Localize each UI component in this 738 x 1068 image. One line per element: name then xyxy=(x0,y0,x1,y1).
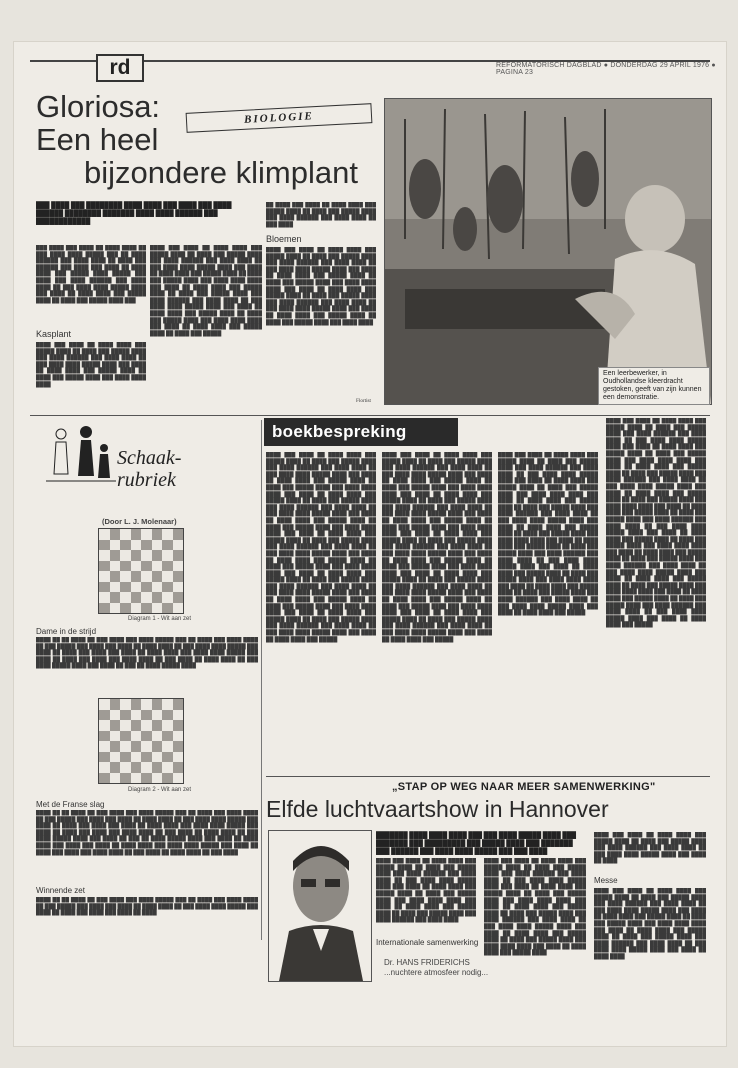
airshow-column-1: ████ ███ ████ ██ ████ ████ ███ █████ ████ ██ ████ ███ █████ ████ ███ ████ ██████ ███ ████ ████ ██ ███ ████ ████ █████ ████ ███ ████ ██ ████ ████ ███ █████ ████ ██ ████ ███ █████ ████ ███ ████ ████ ████ ███ ████ ██ ████ ████ ███ █████ ████ ██ ████ ███ █████ ████ ███ ████ ██████ ███ ████ ████ xyxy=(376,858,476,924)
board-square xyxy=(152,571,163,582)
subhead-bloemen: Bloemen xyxy=(266,234,302,244)
airshow-top-rule xyxy=(266,776,710,777)
board-square xyxy=(120,741,131,752)
chess-text-1: ████ ██ ██ ████ ██ ███ ████ ███ ████ █████ ███ ██ ████ ███ ████ ████ ██ ███ █████ ███ ████ ███ ████ ██ ████ ████ ██ ███ ████ ████ █████ ███ ████ ██ ████ ███ ████ ███ ████ ██ ████ ████ ███ ████ ████ █████ ███ ████ ██ ████ ███ ████ ███ ████ ████ ██ ███ ████ ██ ████ ████ ██ ███ ████ █████ ████ ███ ████ ██ ███ ██ ████ █████ ████ xyxy=(36,637,258,670)
board-square xyxy=(152,752,163,763)
board-square xyxy=(131,561,142,572)
board-square xyxy=(110,592,121,603)
board-square xyxy=(99,561,110,572)
photo-caption: Een leerbewerker, in Oudhollandse kleerdracht gestoken, geeft van zijn kunnen een demonstratie. xyxy=(598,367,710,405)
board-square xyxy=(120,550,131,561)
board-square xyxy=(141,550,152,561)
rd-logo: rd xyxy=(96,54,144,82)
board-square xyxy=(110,741,121,752)
subhead-winnende-zet: Winnende zet xyxy=(36,886,85,895)
portrait-illustration xyxy=(269,831,371,981)
board-square xyxy=(162,529,173,540)
board-square xyxy=(120,529,131,540)
plant-column-3: ████ ███ ████ ██ ████ ████ ███ █████ ████ ██ ████ ███ █████ ████ ███ ████ ██████ ███ ████ ████ ██ ███ ████ ████ █████ ████ ███ ████ ██ ████ ████ ███ █████ ████ ██ ████ ███ █████ ████ ███ ████ ████ ████ ███ ████ ██ ████ ████ ███ █████ ████ ██ ████ ███ █████ ████ ███ ████ ██████ ███ ████ ████ ██ ███ ████ ████ █████ ████ ███ ████ ██ ████ ████ ███ █████ ████ ██ ████ ███ █████ ████ ███ ████ ████ xyxy=(266,247,376,326)
board-square xyxy=(110,603,121,614)
airshow-column-2: ████ ███ ████ ██ ████ ████ ███ █████ ████ ██ ████ ███ █████ ████ ███ ████ ██████ ███ ████ ████ ██ ███ ████ ████ █████ ████ ███ ████ ██ ████ ████ ███ █████ ████ ██ ████ ███ █████ ████ ███ ████ ████ ████ ███ ████ ██ ████ ████ ███ █████ ████ ██ ████ ███ █████ ████ ███ ████ ██████ ███ ████ ████ ██ ███ ████ ████ █████ ████ ███ ████ ██ ████ ████ ███ █████ ████ ██ ████ ███ █████ ████ ███ ████ ████ ████ ███ ████ ██ ████ ████ ███ █████ ████ xyxy=(484,858,586,957)
board-square xyxy=(110,529,121,540)
board-square xyxy=(162,603,173,614)
board-square xyxy=(162,582,173,593)
board-square xyxy=(141,773,152,784)
chess-title: Schaak- rubriek xyxy=(117,447,182,491)
board-square xyxy=(120,603,131,614)
board-square xyxy=(173,720,184,731)
board-square xyxy=(99,752,110,763)
chess-pieces-icon xyxy=(46,424,116,484)
board-square xyxy=(162,752,173,763)
board-square xyxy=(141,582,152,593)
airshow-column-3: ████ ███ ████ ██ ████ ████ ███ █████ ████ ██ ████ ███ █████ ████ ███ ████ ██████ ███ ████ ████ ██ ███ ████ ████ █████ ████ ███ ████ ██ ████ xyxy=(594,832,706,865)
board-square xyxy=(99,540,110,551)
board-square xyxy=(162,699,173,710)
board-square xyxy=(152,773,163,784)
board-square xyxy=(152,561,163,572)
board-square xyxy=(152,710,163,721)
board-square xyxy=(141,592,152,603)
board-square xyxy=(120,592,131,603)
plant-signature: Flortist xyxy=(356,398,371,404)
subhead-kasplant: Kasplant xyxy=(36,329,72,339)
board-square xyxy=(99,773,110,784)
board-square xyxy=(120,710,131,721)
board-square xyxy=(141,710,152,721)
board-square xyxy=(120,762,131,773)
quote-author: Dr. HANS FRIDERICHS xyxy=(384,958,470,967)
board-square xyxy=(99,603,110,614)
board-square xyxy=(120,571,131,582)
board-square xyxy=(120,731,131,742)
subhead-met-de-franse-slag: Met de Franse slag xyxy=(36,800,105,809)
headline-line-3: bijzondere klimplant xyxy=(84,155,358,190)
board-square xyxy=(162,592,173,603)
board-square xyxy=(131,540,142,551)
board-square xyxy=(131,773,142,784)
board-square xyxy=(152,720,163,731)
board-square xyxy=(99,550,110,561)
headline-line-2: Een heel xyxy=(36,122,159,157)
board-square xyxy=(141,603,152,614)
board-square xyxy=(99,710,110,721)
board-square xyxy=(110,752,121,763)
board-square xyxy=(110,561,121,572)
board-square xyxy=(162,561,173,572)
plant-column-2: ████ ███ ████ ██ ████ ████ ███ █████ ████ ██ ████ ███ █████ ████ ███ ████ ██████ ███ ████ ████ ██ ███ ████ ████ █████ ████ ███ ████ ██ ████ ████ ███ █████ ████ ██ ████ ███ █████ ████ ███ ████ ████ ████ ███ ████ ██ ████ ████ ███ █████ ████ ██ ████ ███ █████ ████ ███ ████ ██████ ███ ████ ████ ██ ███ ████ ████ █████ ████ ███ ████ ██ ████ ████ ███ █████ ████ ██ ████ ███ █████ ████ ███ ████ ████ ████ ███ ████ ██ ████ ████ ███ █████ ████ ██ ████ ███ █████ xyxy=(150,245,262,337)
chess-text-3: ████ ██ ██ ████ ██ ███ ████ ███ ████ █████ ███ ██ ████ ███ ████ ████ ██ ███ █████ ███ ████ ███ ████ ██ ████ ████ ██ ███ ████ ████ █████ ███ ████ ██ ████ ███ ████ ███ ████ ██ ████ xyxy=(36,897,258,917)
chess-author: (Door L. J. Molenaar) xyxy=(102,517,177,526)
airshow-headline: Elfde luchtvaartshow in Hannover xyxy=(266,796,609,822)
diagram-1-caption: Diagram 1 - Wit aan zet xyxy=(128,616,192,622)
board-square xyxy=(173,540,184,551)
board-square xyxy=(110,731,121,742)
board-square xyxy=(120,561,131,572)
board-square xyxy=(141,561,152,572)
column-rule xyxy=(261,420,262,940)
board-square xyxy=(173,529,184,540)
board-square xyxy=(152,592,163,603)
chess-pieces-illustration xyxy=(46,424,116,484)
board-square xyxy=(131,762,142,773)
plant-lead-text: ███ ████ ███ ████████ ████ ████ ███ ████ ███ ████ ██████ ████████ ███████ ████ ████ ██████ ███ ████████████ xyxy=(36,202,232,225)
board-square xyxy=(120,699,131,710)
board-square xyxy=(131,720,142,731)
board-square xyxy=(173,699,184,710)
board-square xyxy=(131,699,142,710)
board-square xyxy=(99,699,110,710)
board-square xyxy=(120,582,131,593)
board-square xyxy=(173,710,184,721)
board-square xyxy=(173,762,184,773)
subhead-dame-in-de-strijd: Dame in de strijd xyxy=(36,627,97,636)
headline-line-1: Gloriosa: xyxy=(36,89,161,124)
board-square xyxy=(131,603,142,614)
board-square xyxy=(152,550,163,561)
leather-workshop-photo xyxy=(384,98,712,405)
board-square xyxy=(173,550,184,561)
biologie-badge: BIOLOGIE xyxy=(186,103,373,133)
board-square xyxy=(152,731,163,742)
board-square xyxy=(173,571,184,582)
board-square xyxy=(120,720,131,731)
books-column-1: ████ ███ ████ ██ ████ ████ ███ █████ ████ ██ ████ ███ █████ ████ ███ ████ ██████ ███ ████ ████ ██ ███ ████ ████ █████ ████ ███ ████ ██ ████ ████ ███ █████ ████ ██ ████ ███ █████ ████ ███ ████ ████ ████ ███ ████ ██ ████ ████ ███ █████ ████ ██ ████ ███ █████ ████ ███ ████ ██████ ███ ████ ████ ██ ███ ████ ████ █████ ████ ███ ████ ██ ████ ████ ███ █████ ████ ██ ████ ███ █████ ████ ███ ████ ████ ████ ███ ████ ██ ████ ████ ███ █████ ████ ██ ████ ███ █████ ████ ███ ████ ██████ ███ ████ ████ ██ ███ ████ ████ █████ ████ ███ ████ ██ ████ ████ ███ █████ ████ ██ ████ ███ █████ ████ ███ ████ ████ ████ ███ ████ ██ ████ ████ ███ █████ ████ ██ ████ ███ █████ ████ ███ ████ ██████ ███ ████ ████ ██ ███ ████ ████ █████ ████ ███ ████ ██ ████ ████ ███ █████ ████ ██ ████ ███ █████ ████ ███ ████ ████ ████ ███ ████ ██ ████ ████ ███ █████ ████ ██ ████ ███ █████ ████ ███ ████ ██████ ███ ████ ████ ██ ███ ████ ████ █████ ████ ███ ████ ██ ████ ████ ███ █████ xyxy=(266,452,376,643)
board-square xyxy=(131,550,142,561)
board-square xyxy=(152,582,163,593)
board-square xyxy=(110,699,121,710)
friderichs-portrait xyxy=(268,830,372,982)
chess-diagram-2 xyxy=(98,698,184,784)
airshow-column-4: ████ ███ ████ ██ ████ ████ ███ █████ ████ ██ ████ ███ █████ ████ ███ ████ ██████ ███ ████ ████ ██ ███ ████ ████ █████ ████ ███ ████ ██ ████ ████ ███ █████ ████ ██ ████ ███ █████ ████ ███ ████ ████ ████ ███ ████ ██ ████ ████ ███ █████ ████ ██ ████ ███ █████ ████ ███ ████ ██████ ███ ████ ████ ██ ███ ████ ████ █████ ████ ███ ████ ██ ████ ████ xyxy=(594,888,706,960)
board-square xyxy=(110,710,121,721)
board-square xyxy=(120,752,131,763)
section-divider xyxy=(30,415,710,416)
board-square xyxy=(141,540,152,551)
board-square xyxy=(131,571,142,582)
board-square xyxy=(162,720,173,731)
board-square xyxy=(110,720,121,731)
board-square xyxy=(162,731,173,742)
board-square xyxy=(110,582,121,593)
board-square xyxy=(173,603,184,614)
board-square xyxy=(141,731,152,742)
board-square xyxy=(110,773,121,784)
board-square xyxy=(131,741,142,752)
board-square xyxy=(162,540,173,551)
board-square xyxy=(131,582,142,593)
board-square xyxy=(173,592,184,603)
board-square xyxy=(141,571,152,582)
board-square xyxy=(162,571,173,582)
books-column-4: ████ ███ ████ ██ ████ ████ ███ █████ ████ ██ ████ ███ █████ ████ ███ ████ ██████ ███ ████ ████ ██ ███ ████ ████ █████ ████ ███ ████ ██ ████ ████ ███ █████ ████ ██ ████ ███ █████ ████ ███ ████ ████ ████ ███ ████ ██ ████ ████ ███ █████ ████ ██ ████ ███ █████ ████ ███ ████ ██████ ███ ████ ████ ██ ███ ████ ████ █████ ████ ███ ████ ██ ████ ████ ███ █████ ████ ██ ████ ███ █████ ████ ███ ████ ████ ████ ███ ████ ██ ████ ████ ███ █████ ████ ██ ████ ███ █████ ████ ███ ████ ██████ ███ ████ ████ ██ ███ ████ ████ █████ ████ ███ ████ ██ ████ ████ ███ █████ ████ ██ ████ ███ █████ ████ ███ ████ ████ ████ ███ ████ ██ ████ ████ ███ █████ ████ ██ ████ ███ █████ ████ ███ ████ ██████ ███ ████ ████ ██ ███ ████ ████ █████ ████ ███ ████ ██ ████ ████ ███ █████ ████ ██ ████ ███ █████ ████ ███ ████ ████ ████ ███ ████ ██ ████ ████ ███ █████ ████ ██ ████ ███ █████ ████ ███ ████ ██████ ███ ████ ████ ██ ███ ████ ████ █████ ████ ███ ████ ██ ████ ████ ███ █████ xyxy=(606,418,706,629)
board-square xyxy=(99,741,110,752)
board-square xyxy=(120,773,131,784)
board-square xyxy=(131,731,142,742)
board-square xyxy=(131,592,142,603)
board-square xyxy=(173,561,184,572)
chess-diagram-1 xyxy=(98,528,184,614)
board-square xyxy=(152,529,163,540)
board-square xyxy=(110,571,121,582)
board-square xyxy=(152,540,163,551)
subhead-messe: Messe xyxy=(594,876,618,885)
board-square xyxy=(173,773,184,784)
board-square xyxy=(141,741,152,752)
board-square xyxy=(131,752,142,763)
plant-column-1: ███ ████ ███ ████ ██ ████ ████ ██ ███ ████ ████ █████ ███ ██ ████ ██████ ███ ████ ████ ██ ████ ███ ██████ ███ ████ ███ ████ ██ ████ ████ ███ █████ ████ █████ ███ ████ ███ ████ ██████ ███ ████ ████ ██ ███ ████ ████ █████ ████ ███ ████ ██ ████ ████ ███ █████ ████ ██ ████ ███ █████ ████ ███ xyxy=(36,245,146,304)
board-square xyxy=(141,752,152,763)
board-square xyxy=(173,741,184,752)
board-square xyxy=(141,762,152,773)
subhead-internationale-samenwerking: Internationale samenwerking xyxy=(376,938,479,947)
board-square xyxy=(162,550,173,561)
airshow-lead: ███████ ████ ████ ████ ███ ███ ████ █████ ████ ███ ███████ ███ █████████ ███ █████ ████ ███ ███████ ███ ██████ ███ ████ ████ █████ ███ ███ ████ xyxy=(376,832,577,855)
board-square xyxy=(131,710,142,721)
board-square xyxy=(99,571,110,582)
books-column-2: ████ ███ ████ ██ ████ ████ ███ █████ ████ ██ ████ ███ █████ ████ ███ ████ ██████ ███ ████ ████ ██ ███ ████ ████ █████ ████ ███ ████ ██ ████ ████ ███ █████ ████ ██ ████ ███ █████ ████ ███ ████ ████ ████ ███ ████ ██ ████ ████ ███ █████ ████ ██ ████ ███ █████ ████ ███ ████ ██████ ███ ████ ████ ██ ███ ████ ████ █████ ████ ███ ████ ██ ████ ████ ███ █████ ████ ██ ████ ███ █████ ████ ███ ████ ████ ████ ███ ████ ██ ████ ████ ███ █████ ████ ██ ████ ███ █████ ████ ███ ████ ██████ ███ ████ ████ ██ ███ ████ ████ █████ ████ ███ ████ ██ ████ ████ ███ █████ ████ ██ ████ ███ █████ ████ ███ ████ ████ ████ ███ ████ ██ ████ ████ ███ █████ ████ ██ ████ ███ █████ ████ ███ ████ ██████ ███ ████ ████ ██ ███ ████ ████ █████ ████ ███ ████ ██ ████ ████ ███ █████ ████ ██ ████ ███ █████ ████ ███ ████ ████ ████ ███ ████ ██ ████ ████ ███ █████ ████ ██ ████ ███ █████ ████ ███ ████ ██████ ███ ████ ████ ██ ███ ████ ████ █████ ████ ███ ████ ██ ████ ████ ███ █████ xyxy=(382,452,492,643)
board-square xyxy=(110,550,121,561)
board-square xyxy=(173,582,184,593)
board-square xyxy=(152,762,163,773)
chess-text-2: ████ ██ ██ ████ ██ ███ ████ ███ ████ █████ ███ ██ ████ ███ ████ ████ ██ ███ █████ ███ ████ ███ ████ ██ ████ ████ ██ ███ ████ ████ █████ ███ ████ ██ ████ ███ ████ ███ ████ ██ ████ ████ ███ ████ ████ █████ ███ ████ ██ ████ ███ ████ ███ ████ ████ ██ ███ ████ ██ ████ ████ ██ ███ ████ █████ ████ ███ ████ ██ ███ ██ ████ █████ ████ ███ ████ ██ ████ ████ ███ ████ ███ ████ ██ ████ ████ ███ ████ ████ █████ ███ ████ ██ ████ ███ ████ ███ ████ ████ ██ ███ ████ ██ ████ ████ ██ ███ ████ xyxy=(36,810,258,856)
board-square xyxy=(120,540,131,551)
quote-text: ...nuchtere atmosfeer nodig... xyxy=(384,968,489,977)
board-square xyxy=(152,699,163,710)
board-square xyxy=(152,741,163,752)
plant-headline xyxy=(36,90,358,189)
board-square xyxy=(152,603,163,614)
board-square xyxy=(173,752,184,763)
board-square xyxy=(162,762,173,773)
board-square xyxy=(173,731,184,742)
board-square xyxy=(162,710,173,721)
board-square xyxy=(131,529,142,540)
books-column-3: ████ ███ ████ ██ ████ ████ ███ █████ ████ ██ ████ ███ █████ ████ ███ ████ ██████ ███ ████ ████ ██ ███ ████ ████ █████ ████ ███ ████ ██ ████ ████ ███ █████ ████ ██ ████ ███ █████ ████ ███ ████ ████ ████ ███ ████ ██ ████ ████ ███ █████ ████ ██ ████ ███ █████ ████ ███ ████ ██████ ███ ████ ████ ██ ███ ████ ████ █████ ████ ███ ████ ██ ████ ████ ███ █████ ████ ██ ████ ███ █████ ████ ███ ████ ████ ████ ███ ████ ██ ████ ████ ███ █████ ████ ██ ████ ███ █████ ████ ███ ████ ██████ ███ ████ ████ ██ ███ ████ ████ █████ ████ ███ ████ ██ ████ ████ ███ █████ ████ ██ ████ ███ █████ ████ ███ ████ ████ ████ ███ ████ ██ ████ ████ ███ █████ ████ ██ ████ ███ █████ ████ ███ ████ ██████ ███ ████ ████ ██ ███ ████ ████ █████ ████ ███ ████ ██ ████ ████ ███ █████ xyxy=(498,452,598,617)
board-square xyxy=(99,731,110,742)
board-square xyxy=(110,540,121,551)
board-square xyxy=(99,762,110,773)
plant-column-1b: ████ ███ ████ ██ ████ ████ ███ █████ ████ ██ ████ ███ █████ ████ ███ ████ ██████ ███ ████ ████ ██ ███ ████ ████ █████ ████ ███ ████ ██ ████ ████ ███ █████ ████ ██ ████ ███ █████ ████ ███ ████ ████ ████ xyxy=(36,342,146,388)
board-square xyxy=(110,762,121,773)
board-square xyxy=(99,582,110,593)
board-square xyxy=(99,720,110,731)
board-square xyxy=(99,592,110,603)
airshow-kicker: „STAP OP WEG NAAR MEER SAMENWERKING" xyxy=(392,781,656,793)
board-square xyxy=(99,529,110,540)
masthead-strip: REFORMATORISCH DAGBLAD ● DONDERDAG 29 APRIL 1976 ● PAGINA 23 xyxy=(496,62,716,76)
photo-illustration xyxy=(385,99,711,404)
plant-column-3-top: ██ ████ ███ ████ ██ ████ ████ ███ █████ ████ ██ ████ ███ █████ ████ ███ ████ ██████ ███ ████ ████ ██ ███ ████ xyxy=(266,202,376,228)
board-square xyxy=(141,529,152,540)
board-square xyxy=(141,720,152,731)
board-square xyxy=(162,741,173,752)
boekbespreking-banner: boekbespreking xyxy=(264,418,458,446)
board-square xyxy=(141,699,152,710)
board-square xyxy=(162,773,173,784)
diagram-2-caption: Diagram 2 - Wit aan zet xyxy=(128,787,192,793)
